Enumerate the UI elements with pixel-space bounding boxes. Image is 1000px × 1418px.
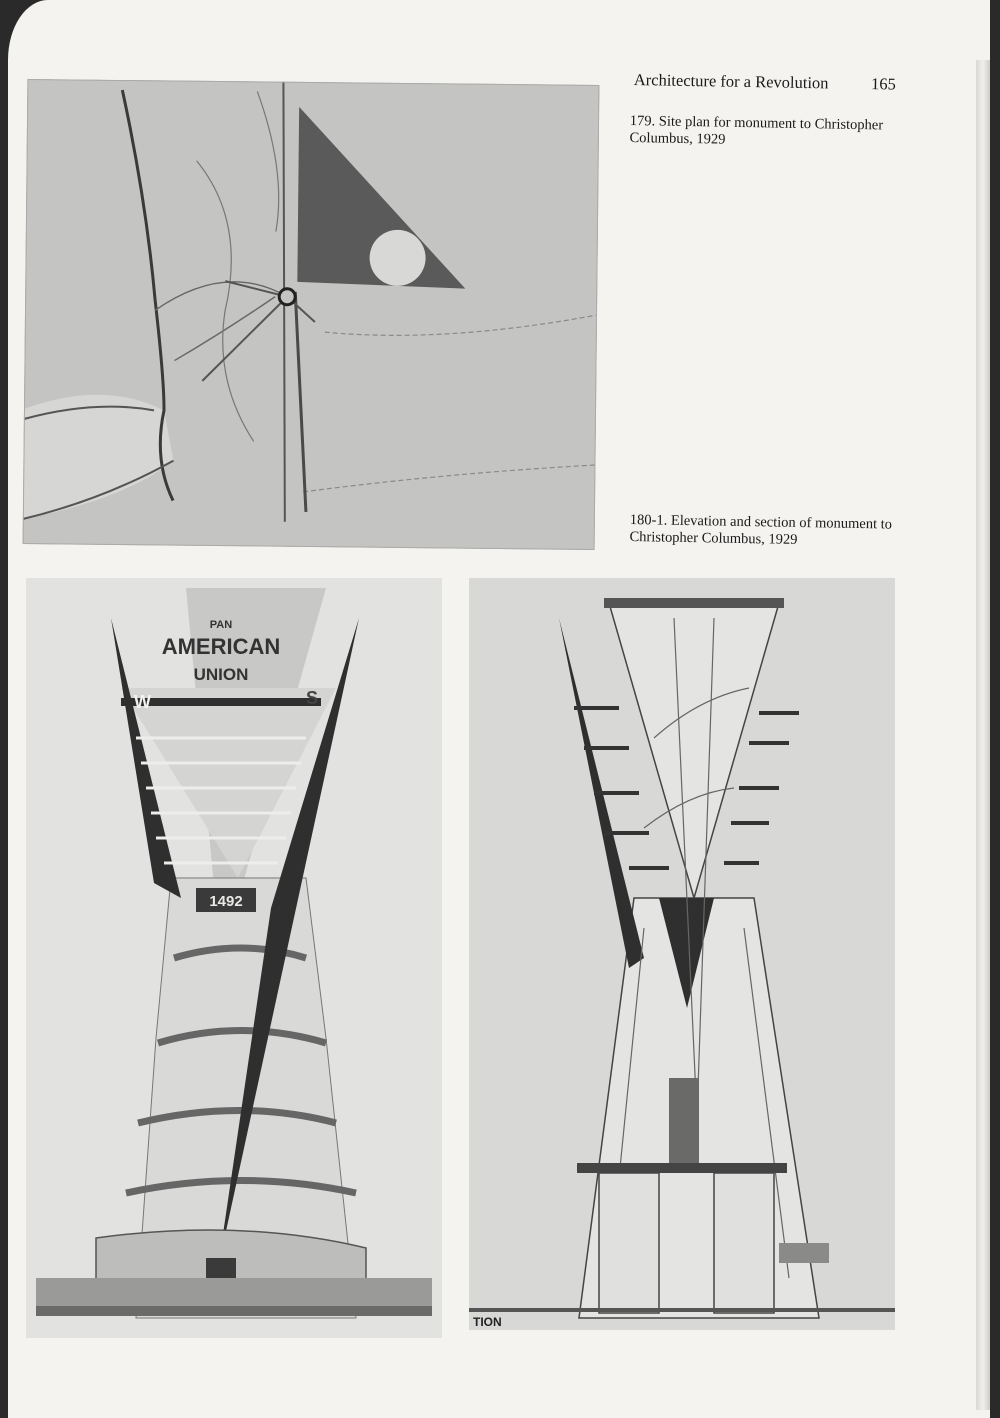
elevation-label-pan: PAN [209, 619, 233, 631]
site-plan-drawing [23, 79, 600, 550]
figure-section [469, 578, 895, 1330]
elevation-drawing [26, 578, 442, 1338]
elevation-year-label: 1492 [209, 893, 243, 910]
caption-fig-179: 179. Site plan for monument to Christopher Columbus, 1929 [629, 113, 884, 148]
section-drawing [469, 578, 895, 1330]
running-head-title: Architecture for a Revolution [633, 70, 829, 93]
elevation-label-american: AMERICAN [161, 634, 281, 659]
caption-fig-180: 180-1. Elevation and section of monument to Christopher Columbus, 1929 [629, 512, 893, 548]
elevation-letter-left: W [134, 692, 151, 712]
elevation-letter-right: S [306, 688, 319, 708]
figure-elevation [26, 578, 442, 1338]
figure-site-plan [23, 79, 600, 550]
section-label: TION [473, 1315, 502, 1329]
page-edge [976, 60, 990, 1410]
book-page [8, 0, 990, 1418]
running-head [634, 70, 896, 95]
page-number: 165 [870, 74, 896, 94]
elevation-label-union: UNION [193, 665, 249, 684]
